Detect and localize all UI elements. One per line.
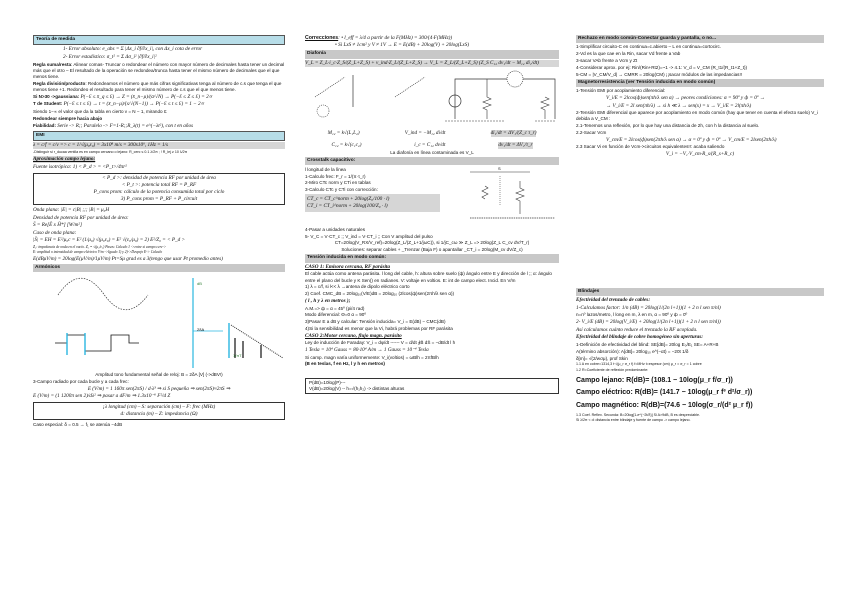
magneto-step-2-3: 2.3 Sacar Vi en función de Vcm->circuitos equivalentes!!: acaba saliendo (576, 144, 725, 150)
section-header-tension-inducida: Tensión inducida en modo común: (305, 254, 559, 262)
section-header-teoria: Teoría de medida (33, 35, 285, 45)
column-left (33, 34, 285, 429)
formula-row-inductivo: M₁₂ = k√(L₁L₂) V_ind = −M₁₂ di/dt di₁/dt = ΔV₁/(Z_c τ_r) (327, 129, 537, 136)
step-lambda: 1) λ = c/f, si l<< λ →antena de dipolo eléctrico corto (305, 284, 410, 290)
rechazo-step-3: 3-sacar VAb frente a Vcm y Zt (576, 58, 638, 64)
section-header-crosstalk: Crosstalk capacitivo: (305, 157, 559, 165)
formula-error-estadistico: 2- Error estadístico: σ_t² = Σ Δσ_i² |∂f/∂x_i|² (63, 54, 157, 61)
formula-fuente-isotropica: Fuente isotrópica: 1) < P_d > = <P_t>/4πr² (33, 163, 127, 170)
formula-campo-electrico: Campo eléctrico: R(dB)= (141.7 − 10log(μ_r f³ d²/σ_r)) (576, 389, 753, 397)
formula-onda-plana: Onda plana: |E| = c|B| ;;; |B| = μ₀H (33, 207, 110, 213)
definition-box-db: P(dB)=10log(P)--- V(dB)=20log(V) -- h=√(h₁h₂) -> distintas alturas (305, 378, 559, 394)
formula-e-dbuv: E(dBμV/m) = 20log(E(μV/m)/1μV/m) Pt=Sμ grad es a 3(tengo que usar Pt promedio antes) (33, 255, 223, 262)
section-header-emi: EMI (33, 131, 285, 141)
note-z0: Z₀: impedancia de onda en el vacío. Z₀ = √(μ₀/ε₀) Pasos: Calculo 1 ->entre si campo cerc-> (33, 245, 167, 250)
column-middle (305, 34, 559, 396)
svg-text:1/πT: 1/πT (233, 353, 242, 359)
definition-box-unidades: ¡λ longitud (cm) – S: separación (cm) – F: frec (MHz) d: distancia (m) – Z: impedancia (Ω) (33, 402, 285, 420)
formula-magneto-1: V_i/E = 2lcos(ф)sen(πh/λ sen α) → peores condiciones: α = 90º y ф = 0º → (606, 95, 765, 102)
rule-suma-resta: Regla suma/resta: Alinear comas- Truncar o redondear el número con mayor número de decimales hasta tener un decimal más que el otro – El resultado de la operación se redondea/trunca hasta tener el mismo número de decimales que el que menos tiene. (33, 61, 285, 80)
note-campo-lejano: Si λ/2π < d: distancia entre blindaje y fuente de campo -> campo lejano. (576, 418, 691, 423)
crosstalk-block (305, 166, 559, 226)
text-campo-radiado: 3-Campo radiado por cada bucle y a cada frec: (33, 378, 129, 384)
subheading-caso2: CASO 2:Motor cercano, flujo magn. parásito (305, 332, 402, 339)
text-caso1: El cable actúa como antena parásita. l long del cable, h: altura sobre suelo (ф) ángulo entre E y dirección de l ;; α: ángulo entre el plano del bucle y K Sen() en radianes. V: voltaje en voltios. E: int de campo elect. Incid. En V/m (305, 271, 552, 283)
note-reflexion: 1.2 R=Coeficiente de reflexión predominante: (576, 367, 649, 372)
column-right (576, 34, 824, 424)
magneto-step-2-2: 2.2-Sacar Vcm (576, 130, 607, 135)
text-amplitud-tono: Amplitud tono fundamental señal de reloj: B = 2δA [V] (->dBV!) (95, 372, 223, 377)
rechazo-step-2: 2-Vd es la que cae en la Rin, sacar Vd frente a Vab (576, 51, 681, 57)
svg-text:dB: dB (197, 281, 202, 287)
text-soluciones: Soluciones: separar cables + _Trenzar (Baja F) o apantallar _CT_i = 20log(M_cv dV/Z_c) (341, 247, 523, 253)
rule-division-producto: Regla división/producto: Redondeamos el número que más cifras significativas tenga al número de c.s que tenga el que menos tiene +1. Redondeo el resultado para tener el mismo número de c.s que el que menos tiene. (33, 80, 282, 93)
step-sensibilidad: 4)Si la sensibilidad es menor que la Vi, habrá problemas por RF parásita (305, 325, 453, 331)
note-e-amplitud: E: amplitud o intensidad de campo eléctrico V/m ->Igualo 1) y 2)->Despejo E-> Calculo (33, 250, 163, 255)
formula-ct-box: CT_c = CT_c^norm + 20log(Z₀/100 · l) CT_i = CT_i^norm + 20log(100/Z₀ · l) (305, 194, 440, 212)
note-diafonia: La diafonía en línea contaminada es V_L (390, 149, 474, 155)
formula-lambda: λ = c/f = c/v => c = 1/√(μ₀ε₀) = 3x10⁸ m/s = 300x10⁶, 1Hz = 1/s (33, 142, 285, 149)
note-am: A.M.=> ф = α = 45º (pi/4 rad) (305, 305, 365, 311)
section-header-rechazo: Rechazo en modo común-Conectar guarda y pantalla, o no... (576, 35, 824, 43)
formula-vcm: V_cm/E = 2lcos(ф)sen(2πh/λ sen α) → α = 0º y ф = 0º → V_cm/E = 2lsen(2πh/λ) (606, 136, 777, 143)
crosstalk-step-3: 3-Calculo CTc y CTi con corrección: (305, 187, 378, 193)
formula-vi-trenzado: 2- V_i/E (dB) = 20log(V_i/E) + 20log(1/(2n l+1))(1 + 2 n l sen π/nl)) (576, 319, 721, 326)
crosstalk-step-1: 1-Calculo frec: F_r = 1/(π·τ_r) (305, 173, 366, 179)
crosstalk-step-0: l longitud de la línea (305, 166, 346, 172)
rechazo-step-1: 1-Simplificar circuito-C en continua=c.abierto – L en continua=cortocirc. (576, 44, 722, 50)
subheading-aprox-campo-lejano: Aproximación campo lejano: (33, 155, 96, 162)
formula-e-simplificada: E (V/m) = (1 1200π sen 2)/dλ² ⇒ pasar a dF/m ⇒ 1.3x10⁻⁶ F²/d Z (33, 393, 171, 400)
formula-factor-trenzado: 1-Calculamos factor: 1/n (dB) = 20log(1/(2n l+1))(1 + 2 n l sen π/nl) (576, 304, 721, 311)
magneto-step-2-1: 2.1-Tenemos una reflexión, por lo que hay una distancia de 2h, con h la distancia al suelo. (576, 123, 760, 129)
formula-campo-magnetico: Campo magnético: R(dB)=(74.6 − 10log(σ_r/(d² μ_r f)) (576, 401, 753, 409)
formula-se: 1-Definición de efectividad del blind: SE[dB]= 20log E₀/E₁ SE= A+R+B (576, 342, 719, 348)
note-modo-diferencial: Modo diferencial: Θ=0 α = 90º (305, 312, 367, 318)
note-reflex-secunda: 1.3 Coef. Reflex. Secunda: B=20log[1-e^(−2t/δ)] Si A>9dB, B es despreciable. (576, 413, 701, 418)
rule-gaussiana: Si N>30 ->gaussiana: P(−Ɛ ≤ x̄_q ≤ Ɛ) → Z = (x̄_n−μ)/(σ/√N) → P(−Ɛ ≤ Z ≤ Ɛ) = 2∝ (33, 93, 213, 100)
correcciones-line2: • Si LxS ≠ 1cm² y V ≠ 1V → E = E(dB) + 20log(V) + 20log(LxS) (335, 42, 470, 49)
note-trenzado: Así calculamos cuánto reduce el trenzado la RF acoplada. (576, 326, 698, 333)
magneto-step-1: 1-Tensión EMI por acoplamiento diferencial: (576, 88, 666, 94)
formula-campo-lejano: Campo lejano: R(dB)= (108.1 − 10log(μ_r f/σ_r)) (576, 376, 733, 384)
text-densidad: Densidad de potencia RF por unidad de área: (33, 214, 129, 221)
section-header-diafonia: Diafonía (305, 50, 559, 58)
note-metros: ( l , h y λ en metros ); (305, 297, 351, 304)
svg-text:S: S (498, 166, 501, 172)
waveform-spectrum-icon (33, 273, 285, 371)
step-coef-cmc: 2) Coef. CMC_dB = 20log₁₀(V/E)dB = 20log₁₀ (2lcos(ф)sen(2πh/λ sen α)) (305, 291, 455, 297)
note-unidades: (B en teslas, f en Hz, l y h en metros) (305, 361, 385, 367)
rule-student: T de Student: P(−Ɛ ≤ t ≤ Ɛ) → t = (x̄_n−μ)/(s/√(N−1)) → P(−Ɛ ≤ t ≤ Ɛ) = 1 − 2∝ (33, 101, 205, 108)
rechazo-step-4: 4-Considerar aprox. por ej: Rin/(Rin+Rt2)=~1 -> 4.1: V_d = V_CM (R_t1/(R_t1+Z_t)) (576, 64, 748, 70)
note-a-cobre: 1.1 A en cobre=1314,3 t·√(μ_r σ_r f) f=MHz t=espesor (cm) μ_r = σ_r = 1 cobre (576, 362, 702, 367)
formula-faraday: Ley de inducción de Faraday: V_i = dφ/dt ------ V = d/dt ∮B̄ dS̄ = −dB/dt l h (305, 340, 456, 346)
crosstalk-step-5: 5- V_C = V·CT_c ;; V_ind = V·CT_i ;; Con V amplitud del pulso (305, 233, 433, 239)
note-siendo: Siendo 1−∝ el valor que da la tabla en cierto ν = N − 1, mirando Ɛ (33, 109, 167, 115)
formula-tesla: 1 Tesla = 10⁴ Gauss = 80·10⁴ A/m → 1 Gauss = 10⁻⁴ Tesla (305, 347, 429, 354)
formula-poynting: S̄ = Re[Ē x H̄*] [W/m²] (33, 222, 83, 229)
subheading-cobre: Efectividad del blindaje de cobre homogéneo sin aperturas: (576, 334, 703, 341)
section-header-blindajes: Blindajes (576, 288, 824, 296)
note-trenzado-vars: n=nº lazos/metro, l long en m, λ en m, α = 90º y ф = 0º (576, 312, 688, 318)
crosstalk-circuit-icon (440, 166, 558, 226)
formula-diafonia: V_L = Z_L·i_c·Z_S/(Z_L+Z_S) + v_ind·Z_L/(Z_L+Z_S) → V_L = Z_L/(Z_L+Z_S) (Z_S C₁₂ dv₁/dt − M₁₂ di₁/dt) (305, 60, 559, 67)
definition-box-potencia: < P_d >: densidad de potencia RF por unidad de área < P_t >: potencia total RF = P_RF P_cons prom: cálculo de la potencia consumida total por ciclo 3) P_cons prom = P_RF + P_circuit (33, 173, 285, 205)
formula-vi: V_i = −V₁·V_cm·R_s/(R_s+R_c) (665, 151, 735, 158)
armonicos-diagram (33, 273, 285, 371)
formula-magneto-2: → V_i/E = 2l sen(πh/λ) → si h ≪ λ → sen(x) = x → V_i/E = 2l(πh/λ) (606, 102, 752, 109)
formula-uniforme: Si camp. magn varía uniformemente: V_i(voltios) = ωBlh = 2πfBlh (305, 354, 439, 360)
formula-skin: δ[m]= √(2/wσμ), prof Skin (576, 355, 628, 361)
formula-row-capacitivo: C₁₂ = k√(c₁c₂) i_c = C₁₂ dv/dt dv₁/dt = ΔV₁/τ_r (331, 141, 533, 148)
subheading-caso1: CASO 1: Emisora cercana, RF parásita (305, 263, 390, 270)
text-caso-especial: Caso especial: δ = 0.5 → f₁ se atenúa −4dB (33, 422, 123, 428)
rule-fiabilidad: Fiabilidad: Serie -> R;; Paralelo -> F=1-R;;R_λ(t) = e^(−λt²), con t en años (33, 122, 194, 129)
step-tension-inducida: 3)Pasar E a dB y calcular: Tensión inducida= V_i = E(dB) − CMC(dB) (305, 319, 446, 325)
rechazo-step-5: 5-CM = |V_CM/V_d| → CMRR = 20log(CM) ¡¡sacar módulos de las impedancias!! (576, 71, 743, 77)
text-caso-onda-plana: Caso de onda plana: (33, 229, 77, 236)
section-header-armonicos: Armónicos (33, 264, 285, 272)
section-header-magnetorresistencia: Magnetorresistencia (ver Tensión inducida en modo común) (576, 79, 824, 87)
diafonia-circuit-diagram (305, 67, 559, 129)
svg-text:2δA: 2δA (197, 327, 205, 333)
correcciones-line1: Correcciones: • l_eff = λ/4 a partir de la F(MHz) = 300/(4·F(MHz)) (305, 34, 453, 41)
formula-absorcion: A(término absorción): A[dB]= 20log₁₀ e^(−αt) = −20t 1/δ (576, 348, 689, 354)
formula-error-absoluto: 1- Error absoluto: e_abs = Σ |Δx_i ∂f/∂x_i|, con Δx_i cota de error (63, 46, 203, 53)
note-distinguir: -Distinguir si r_ducaa ventila es en campo cercano o lejano: R_cerc ≤ 0.1 λ/2π ; ! R_lej ≥ 10 λ/2π (33, 149, 188, 154)
crosstalk-step-2: 2-Miro CTc norm y CTi en tablas (305, 180, 371, 186)
blank-gap (576, 159, 824, 287)
formula-ct-db: CT=20log(V_RX/V_ref)=20log(Z_L/(Z_L+1/jωC)), si 1/jC_cω ≫ Z_L => 20log(Z_L C_cv dV/T_r) (334, 240, 530, 246)
formula-e-bucle: E (V/m) = 1 160π sen(2πS) / d·λ³ ⇒ si S pequeña ⇒ sen(2πS)≈2πS ⇒ (87, 385, 231, 392)
subheading-trenzado: Efectividad del trenzado de cables: (576, 297, 651, 304)
formula-s-modulo: |S̄| = EH = E²/μ₀c = E² (1/μ₀) √(μ₀ε₀) = E² √(ε₀/μ₀) = 2) E²/Z₀ = < P_d > (33, 237, 186, 244)
magneto-step-2: 2-Tensión EMI diferencial que aparece por acoplamiento en modo común (hay que tener en cuenta el efecto suelo) V_i debida a V_CM : (576, 110, 818, 122)
note-redondear: Redondear siempre hacia abajo (33, 115, 103, 121)
circuit-diagram-icon (305, 67, 559, 129)
crosstalk-step-4: 4-Pasar a unidades naturales (305, 226, 366, 232)
